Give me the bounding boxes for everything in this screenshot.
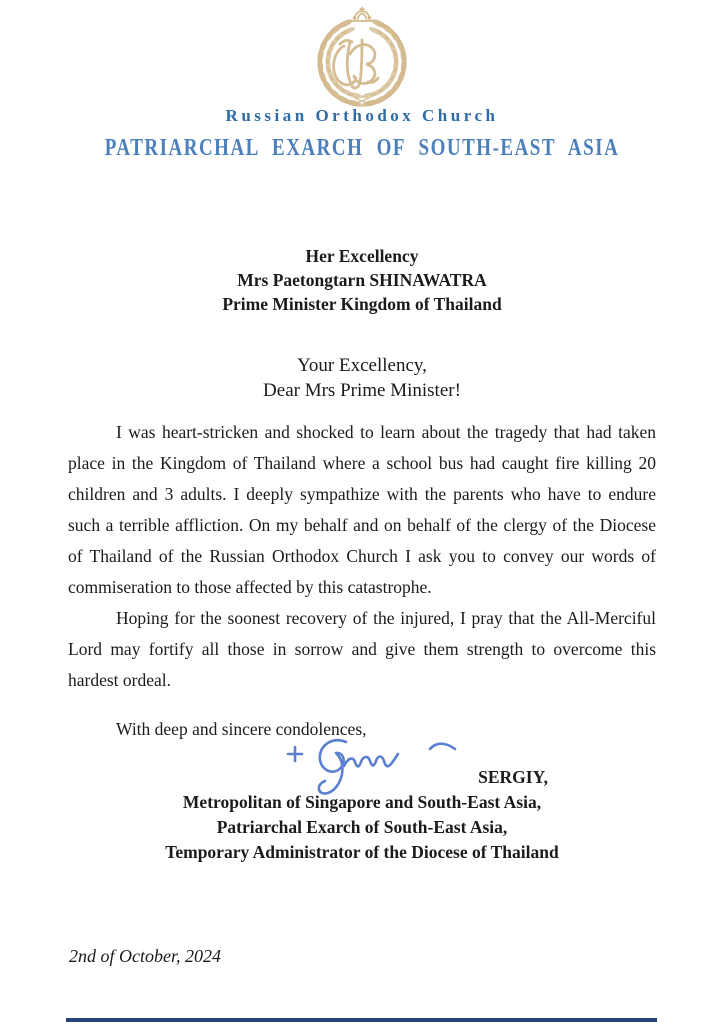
letter-body [68, 417, 656, 745]
signatory-title-3: Temporary Administrator of the Diocese of Thailand [165, 842, 559, 862]
addressee-line-2: Mrs Paetongtarn SHINAWATRA [237, 270, 487, 290]
signatory-name: SERGIY, [478, 767, 548, 787]
page-bottom-rule [66, 1018, 657, 1022]
body-paragraph-1: I was heart-stricken and shocked to learn about the tragedy that had taken place in the Kingdom of Thailand where a school bus had caught fire killing 20 children and 3 adults. I deeply sympathize with the parents who have to endure such a terrible affliction. On my behalf and on behalf of the clergy of the Diocese of Thailand of the Russian Orthodox Church I ask you to convey our words of commiseration to those affected by this catastrophe. [68, 422, 656, 597]
addressee-block [0, 244, 724, 316]
crown-icon [353, 8, 371, 22]
addressee-line-3: Prime Minister Kingdom of Thailand [222, 294, 502, 314]
wreath-crown-monogram-icon [277, 6, 447, 108]
church-name: Russian Orthodox Church [225, 106, 499, 125]
letter-date: 2nd of October, 2024 [69, 946, 221, 966]
exarchate-name: PATRIARCHAL EXARCH OF SOUTH-EAST ASIA [104, 134, 620, 162]
salutation-line-2: Dear Mrs Prime Minister! [263, 379, 461, 401]
signatory-titles [0, 790, 724, 865]
closing-line: With deep and sincere condolences, [116, 719, 367, 739]
body-paragraph-2: Hoping for the soonest recovery of the injured, I pray that the All-Merciful Lord may fortify all those in sorrow and give them strength to overcome this hardest ordeal. [68, 608, 656, 690]
addressee-line-1: Her Excellency [305, 246, 419, 266]
salutation-block [0, 354, 724, 403]
signatory-title-2: Patriarchal Exarch of South-East Asia, [216, 817, 508, 837]
signatory-title-1: Metropolitan of Singapore and South-East Asia, [182, 792, 542, 812]
church-logo [277, 6, 447, 113]
monogram-icon [334, 40, 378, 88]
salutation-line-1: Your Excellency, [297, 355, 427, 376]
